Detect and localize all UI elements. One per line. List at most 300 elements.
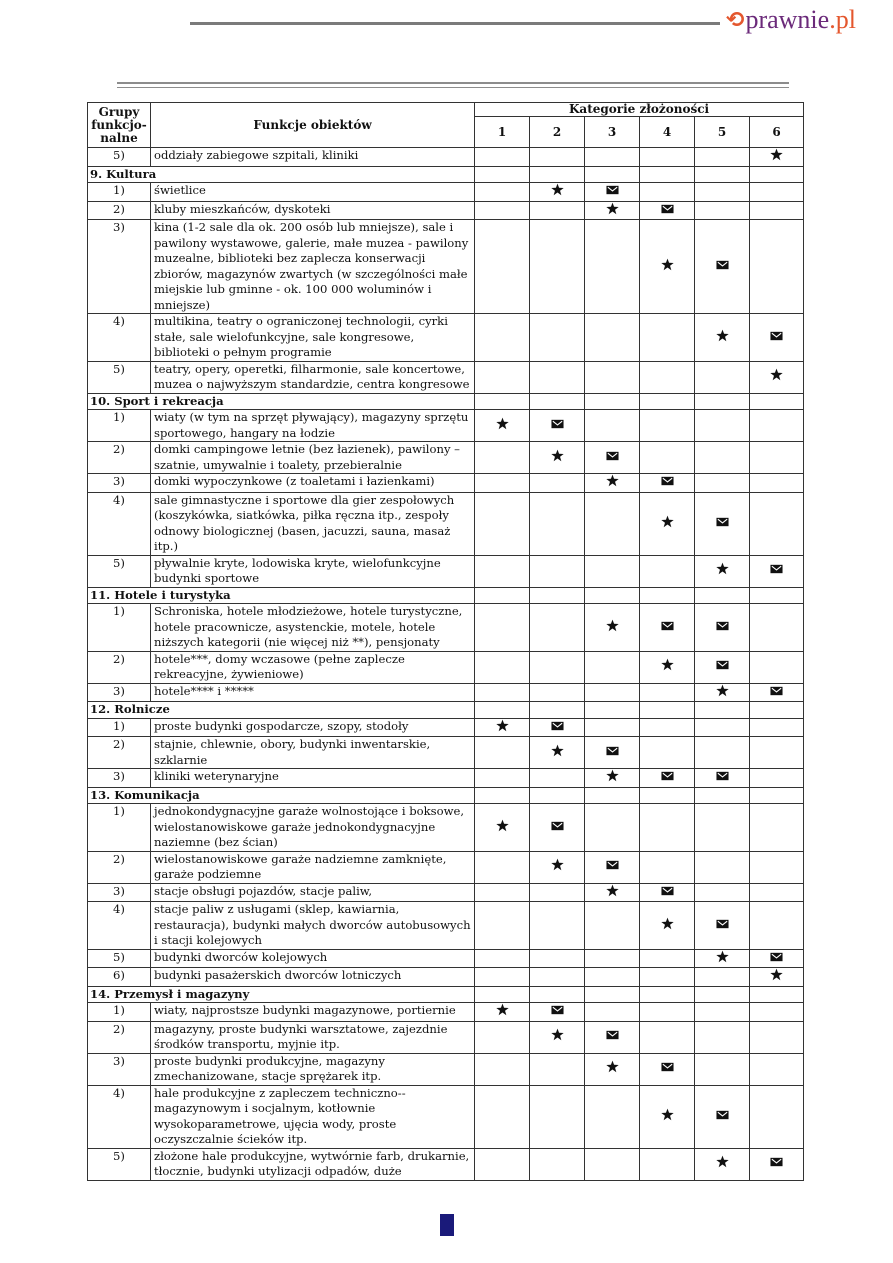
mark-cell-5	[695, 1085, 750, 1148]
category-label: 9. Kultura	[88, 166, 475, 183]
function-description: złożone hale produkcyjne, wytwórnie farb, drukarnie, tłocznie, budynki utylizacji odpadów, duże	[151, 1148, 475, 1180]
mark-cell-6	[750, 769, 804, 788]
mark-cell-6	[750, 148, 804, 167]
table-row	[88, 314, 804, 362]
mark-cell-1	[475, 604, 530, 652]
mark-cell-2	[530, 314, 585, 362]
table-row	[88, 442, 804, 474]
mark-cell-5	[695, 851, 750, 883]
envelope-icon	[551, 821, 564, 831]
mark-cell-4	[640, 1148, 695, 1180]
mark-cell-3	[585, 1085, 640, 1148]
empty-cell	[640, 166, 695, 183]
mark-cell-5	[695, 683, 750, 702]
row-number: 2)	[88, 851, 151, 883]
empty-cell	[695, 587, 750, 604]
function-description: magazyny, proste budynki warsztatowe, zajezdnie środków transportu, myjnie itp.	[151, 1021, 475, 1053]
empty-cell	[585, 787, 640, 804]
mark-cell-3	[585, 201, 640, 220]
mark-cell-2	[530, 492, 585, 555]
empty-cell	[695, 702, 750, 719]
mark-cell-4	[640, 769, 695, 788]
mark-cell-5	[695, 902, 750, 950]
mark-cell-5	[695, 604, 750, 652]
mark-cell-1	[475, 1021, 530, 1053]
mark-cell-4	[640, 220, 695, 314]
table-row	[88, 651, 804, 683]
star-icon	[496, 819, 509, 832]
mark-cell-4	[640, 201, 695, 220]
mark-cell-5	[695, 201, 750, 220]
mark-cell-6	[750, 555, 804, 587]
table-row	[88, 1003, 804, 1022]
mark-cell-3	[585, 883, 640, 902]
mark-cell-4	[640, 555, 695, 587]
star-icon	[496, 417, 509, 430]
mark-cell-6	[750, 683, 804, 702]
function-description: budynki pasażerskich dworców lotniczych	[151, 968, 475, 987]
mark-cell-2	[530, 555, 585, 587]
mark-cell-4	[640, 183, 695, 202]
brand-logo[interactable]	[726, 4, 856, 36]
mark-cell-6	[750, 220, 804, 314]
category-row	[88, 986, 804, 1003]
envelope-icon	[716, 517, 729, 527]
empty-cell	[750, 587, 804, 604]
table-row	[88, 148, 804, 167]
mark-cell-4	[640, 1053, 695, 1085]
mark-cell-2	[530, 604, 585, 652]
mark-cell-6	[750, 718, 804, 737]
mark-cell-6	[750, 968, 804, 987]
star-icon	[551, 1028, 564, 1041]
empty-cell	[750, 166, 804, 183]
envelope-icon	[606, 860, 619, 870]
category-row	[88, 587, 804, 604]
envelope-icon	[770, 1157, 783, 1167]
mark-cell-2	[530, 968, 585, 987]
category-label: 14. Przemysł i magazyny	[88, 986, 475, 1003]
envelope-icon	[661, 476, 674, 486]
mark-cell-6	[750, 201, 804, 220]
envelope-icon	[606, 746, 619, 756]
empty-cell	[695, 787, 750, 804]
row-number: 5)	[88, 148, 151, 167]
mark-cell-1	[475, 1148, 530, 1180]
category-label: 13. Komunikacja	[88, 787, 475, 804]
category-label: 12. Rolnicze	[88, 702, 475, 719]
function-description: multikina, teatry o ograniczonej technologii, cyrki stałe, sale wielofunkcyjne, sale kongresowe, biblioteki o pełnym programie	[151, 314, 475, 362]
mark-cell-3	[585, 968, 640, 987]
top-rule-thin	[117, 87, 789, 88]
function-description: wiaty (w tym na sprzęt pływający), magazyny sprzętu sportowego, hangary na łodzie	[151, 410, 475, 442]
table-row	[88, 604, 804, 652]
mark-cell-1	[475, 651, 530, 683]
empty-cell	[530, 702, 585, 719]
mark-cell-2	[530, 769, 585, 788]
mark-cell-6	[750, 902, 804, 950]
empty-cell	[475, 587, 530, 604]
envelope-icon	[716, 919, 729, 929]
row-number: 4)	[88, 492, 151, 555]
envelope-icon	[770, 686, 783, 696]
empty-cell	[640, 986, 695, 1003]
mark-cell-5	[695, 769, 750, 788]
row-number: 1)	[88, 183, 151, 202]
empty-cell	[750, 393, 804, 410]
mark-cell-4	[640, 902, 695, 950]
empty-cell	[475, 393, 530, 410]
table-row	[88, 851, 804, 883]
col-header-category-1: 1	[475, 117, 530, 148]
function-description: sale gimnastyczne i sportowe dla gier zespołowych (koszykówka, siatkówka, piłka ręczna itp., zespoły odnowy biologicznej (basen, jacuzzi, sauna, masaż itp.)	[151, 492, 475, 555]
table-row	[88, 220, 804, 314]
mark-cell-2	[530, 851, 585, 883]
envelope-icon	[716, 771, 729, 781]
mark-cell-3	[585, 1021, 640, 1053]
table-row	[88, 902, 804, 950]
mark-cell-5	[695, 220, 750, 314]
mark-cell-6	[750, 1085, 804, 1148]
mark-cell-3	[585, 410, 640, 442]
star-icon	[551, 858, 564, 871]
mark-cell-1	[475, 201, 530, 220]
col-header-category-3: 3	[585, 117, 640, 148]
mark-cell-3	[585, 361, 640, 393]
table-row	[88, 410, 804, 442]
empty-cell	[530, 166, 585, 183]
empty-cell	[640, 787, 695, 804]
mark-cell-6	[750, 949, 804, 968]
mark-cell-6	[750, 851, 804, 883]
mark-cell-1	[475, 220, 530, 314]
row-number: 2)	[88, 651, 151, 683]
mark-cell-3	[585, 314, 640, 362]
row-number: 3)	[88, 769, 151, 788]
mark-cell-3	[585, 148, 640, 167]
mark-cell-5	[695, 555, 750, 587]
mark-cell-5	[695, 442, 750, 474]
complexity-table	[87, 102, 804, 1181]
function-description: Schroniska, hotele młodzieżowe, hotele turystyczne, hotele pracownicze, asystenckie, motele, hotele niższych kategorii (nie więcej niż **), pensjonaty	[151, 604, 475, 652]
mark-cell-3	[585, 1053, 640, 1085]
mark-cell-4	[640, 651, 695, 683]
function-description: oddziały zabiegowe szpitali, kliniki	[151, 148, 475, 167]
star-icon	[770, 148, 783, 161]
empty-cell	[750, 986, 804, 1003]
category-row	[88, 787, 804, 804]
envelope-icon	[606, 451, 619, 461]
logo-text: prawnie.pl	[745, 5, 856, 34]
mark-cell-5	[695, 314, 750, 362]
empty-cell	[750, 787, 804, 804]
mark-cell-2	[530, 148, 585, 167]
mark-cell-2	[530, 361, 585, 393]
mark-cell-3	[585, 220, 640, 314]
mark-cell-2	[530, 1148, 585, 1180]
table-row	[88, 949, 804, 968]
function-description: jednokondygnacyjne garaże wolnostojące i boksowe, wielostanowiskowe garaże jednokondygnacyjne naziemne (bez ścian)	[151, 804, 475, 852]
function-description: budynki dworców kolejowych	[151, 949, 475, 968]
row-number: 3)	[88, 1053, 151, 1085]
envelope-icon	[770, 331, 783, 341]
empty-cell	[750, 702, 804, 719]
envelope-icon	[716, 260, 729, 270]
function-description: teatry, opery, operetki, filharmonie, sale koncertowe, muzea o najwyższym standardzie, centra kongresowe	[151, 361, 475, 393]
mark-cell-4	[640, 492, 695, 555]
mark-cell-1	[475, 1053, 530, 1085]
category-row	[88, 702, 804, 719]
empty-cell	[585, 393, 640, 410]
col-header-category-4: 4	[640, 117, 695, 148]
row-number: 2)	[88, 201, 151, 220]
mark-cell-6	[750, 737, 804, 769]
table-row	[88, 474, 804, 493]
function-description: proste budynki produkcyjne, magazyny zmechanizowane, stacje sprężarek itp.	[151, 1053, 475, 1085]
table-row	[88, 737, 804, 769]
function-description: kina (1-2 sale dla ok. 200 osób lub mniejsze), sale i pawilony wystawowe, galerie, małe muzea - pawilony muzealne, biblioteki bez zaplecza konserwacji zbiorów, magazynów zwartych (w szczególności małe miejskie lub gminne - ok. 100 000 woluminów i mniejsze)	[151, 220, 475, 314]
star-icon	[661, 917, 674, 930]
page-marker	[440, 1214, 454, 1236]
col-header-category-6: 6	[750, 117, 804, 148]
mark-cell-1	[475, 804, 530, 852]
mark-cell-4	[640, 1021, 695, 1053]
mark-cell-6	[750, 651, 804, 683]
row-number: 5)	[88, 361, 151, 393]
mark-cell-1	[475, 148, 530, 167]
star-icon	[770, 968, 783, 981]
mark-cell-1	[475, 410, 530, 442]
empty-cell	[585, 166, 640, 183]
function-description: hotele***, domy wczasowe (pełne zaplecze rekreacyjne, żywieniowe)	[151, 651, 475, 683]
mark-cell-6	[750, 804, 804, 852]
mark-cell-3	[585, 737, 640, 769]
envelope-icon	[716, 1110, 729, 1120]
star-icon	[551, 449, 564, 462]
star-icon	[661, 258, 674, 271]
star-icon	[661, 658, 674, 671]
mark-cell-5	[695, 718, 750, 737]
row-number: 5)	[88, 1148, 151, 1180]
mark-cell-5	[695, 474, 750, 493]
function-description: wiaty, najprostsze budynki magazynowe, portiernie	[151, 1003, 475, 1022]
category-label: 10. Sport i rekreacja	[88, 393, 475, 410]
function-description: wielostanowiskowe garaże nadziemne zamknięte, garaże podziemne	[151, 851, 475, 883]
empty-cell	[530, 787, 585, 804]
table-row	[88, 718, 804, 737]
star-icon	[716, 1155, 729, 1168]
star-icon	[716, 562, 729, 575]
mark-cell-6	[750, 314, 804, 362]
empty-cell	[585, 702, 640, 719]
empty-cell	[530, 587, 585, 604]
mark-cell-5	[695, 1003, 750, 1022]
mark-cell-2	[530, 183, 585, 202]
mark-cell-1	[475, 851, 530, 883]
function-description: proste budynki gospodarcze, szopy, stodoły	[151, 718, 475, 737]
envelope-icon	[551, 721, 564, 731]
mark-cell-4	[640, 1085, 695, 1148]
empty-cell	[695, 166, 750, 183]
mark-cell-1	[475, 1003, 530, 1022]
mark-cell-5	[695, 148, 750, 167]
table-row	[88, 1085, 804, 1148]
mark-cell-1	[475, 737, 530, 769]
star-icon	[716, 329, 729, 342]
col-header-category-2: 2	[530, 117, 585, 148]
mark-cell-4	[640, 410, 695, 442]
mark-cell-5	[695, 1021, 750, 1053]
mark-cell-6	[750, 883, 804, 902]
mark-cell-1	[475, 555, 530, 587]
row-number: 5)	[88, 949, 151, 968]
row-number: 2)	[88, 1021, 151, 1053]
mark-cell-6	[750, 361, 804, 393]
mark-cell-2	[530, 1085, 585, 1148]
empty-cell	[475, 166, 530, 183]
mark-cell-3	[585, 902, 640, 950]
col-header-functions: Funkcje obiektów	[151, 103, 475, 148]
mark-cell-2	[530, 683, 585, 702]
mark-cell-5	[695, 883, 750, 902]
row-number: 6)	[88, 968, 151, 987]
mark-cell-4	[640, 718, 695, 737]
table-row	[88, 492, 804, 555]
mark-cell-6	[750, 1003, 804, 1022]
mark-cell-1	[475, 361, 530, 393]
mark-cell-4	[640, 1003, 695, 1022]
star-icon	[606, 474, 619, 487]
mark-cell-3	[585, 651, 640, 683]
table-row	[88, 1021, 804, 1053]
function-description: hotele**** i *****	[151, 683, 475, 702]
mark-cell-1	[475, 683, 530, 702]
row-number: 3)	[88, 474, 151, 493]
table-row	[88, 769, 804, 788]
mark-cell-5	[695, 492, 750, 555]
mark-cell-4	[640, 949, 695, 968]
row-number: 1)	[88, 1003, 151, 1022]
table-row	[88, 968, 804, 987]
mark-cell-3	[585, 769, 640, 788]
empty-cell	[585, 587, 640, 604]
mark-cell-2	[530, 737, 585, 769]
empty-cell	[695, 986, 750, 1003]
category-row	[88, 393, 804, 410]
envelope-icon	[770, 952, 783, 962]
star-icon	[606, 1060, 619, 1073]
mark-cell-5	[695, 1053, 750, 1085]
mark-cell-4	[640, 683, 695, 702]
table-row	[88, 361, 804, 393]
row-number: 4)	[88, 902, 151, 950]
star-icon	[496, 719, 509, 732]
mark-cell-1	[475, 968, 530, 987]
mark-cell-4	[640, 148, 695, 167]
function-description: domki campingowe letnie (bez łazienek), pawilony – szatnie, umywalnie i toalety, przebieralnie	[151, 442, 475, 474]
function-description: kliniki weterynaryjne	[151, 769, 475, 788]
mark-cell-4	[640, 883, 695, 902]
mark-cell-2	[530, 442, 585, 474]
envelope-icon	[661, 771, 674, 781]
empty-cell	[475, 787, 530, 804]
category-row	[88, 166, 804, 183]
empty-cell	[475, 702, 530, 719]
mark-cell-2	[530, 220, 585, 314]
star-icon	[661, 1108, 674, 1121]
mark-cell-1	[475, 718, 530, 737]
function-description: kluby mieszkańców, dyskoteki	[151, 201, 475, 220]
mark-cell-5	[695, 1148, 750, 1180]
empty-cell	[640, 393, 695, 410]
empty-cell	[695, 393, 750, 410]
mark-cell-1	[475, 183, 530, 202]
category-label: 11. Hotele i turystyka	[88, 587, 475, 604]
row-number: 1)	[88, 718, 151, 737]
mark-cell-5	[695, 949, 750, 968]
table-row	[88, 804, 804, 852]
mark-cell-4	[640, 474, 695, 493]
mark-cell-1	[475, 442, 530, 474]
table-row	[88, 183, 804, 202]
mark-cell-2	[530, 410, 585, 442]
star-icon	[606, 619, 619, 632]
col-header-groups: Grupy funkcjo-nalne	[88, 103, 151, 148]
envelope-icon	[661, 204, 674, 214]
star-icon	[496, 1003, 509, 1016]
function-description: hale produkcyjne z zapleczem techniczno--magazynowym i socjalnym, kotłownie wysokoparametrowe, ujęcia wody, proste oczyszczalnie ścieków itp.	[151, 1085, 475, 1148]
col-header-category-5: 5	[695, 117, 750, 148]
star-icon	[606, 769, 619, 782]
mark-cell-6	[750, 604, 804, 652]
function-description: pływalnie kryte, lodowiska kryte, wielofunkcyjne budynki sportowe	[151, 555, 475, 587]
col-header-categories: Kategorie złożoności	[475, 103, 804, 117]
mark-cell-3	[585, 604, 640, 652]
mark-cell-3	[585, 718, 640, 737]
mark-cell-5	[695, 737, 750, 769]
mark-cell-3	[585, 442, 640, 474]
mark-cell-5	[695, 804, 750, 852]
mark-cell-5	[695, 968, 750, 987]
star-icon	[716, 684, 729, 697]
envelope-icon	[661, 1062, 674, 1072]
mark-cell-6	[750, 1148, 804, 1180]
function-description: stajnie, chlewnie, obory, budynki inwentarskie, szklarnie	[151, 737, 475, 769]
mark-cell-3	[585, 555, 640, 587]
mark-cell-3	[585, 949, 640, 968]
mark-cell-3	[585, 851, 640, 883]
mark-cell-4	[640, 314, 695, 362]
function-description: stacje paliw z usługami (sklep, kawiarnia, restauracja), budynki małych dworców autobusowych i stacji kolejowych	[151, 902, 475, 950]
mark-cell-1	[475, 314, 530, 362]
row-number: 3)	[88, 883, 151, 902]
envelope-icon	[716, 621, 729, 631]
mark-cell-4	[640, 737, 695, 769]
star-icon	[551, 744, 564, 757]
mark-cell-4	[640, 442, 695, 474]
mark-cell-1	[475, 1085, 530, 1148]
mark-cell-2	[530, 651, 585, 683]
mark-cell-1	[475, 883, 530, 902]
mark-cell-2	[530, 201, 585, 220]
row-number: 1)	[88, 804, 151, 852]
star-icon	[661, 515, 674, 528]
mark-cell-4	[640, 804, 695, 852]
empty-cell	[585, 986, 640, 1003]
mark-cell-4	[640, 968, 695, 987]
table-row	[88, 683, 804, 702]
envelope-icon	[661, 886, 674, 896]
